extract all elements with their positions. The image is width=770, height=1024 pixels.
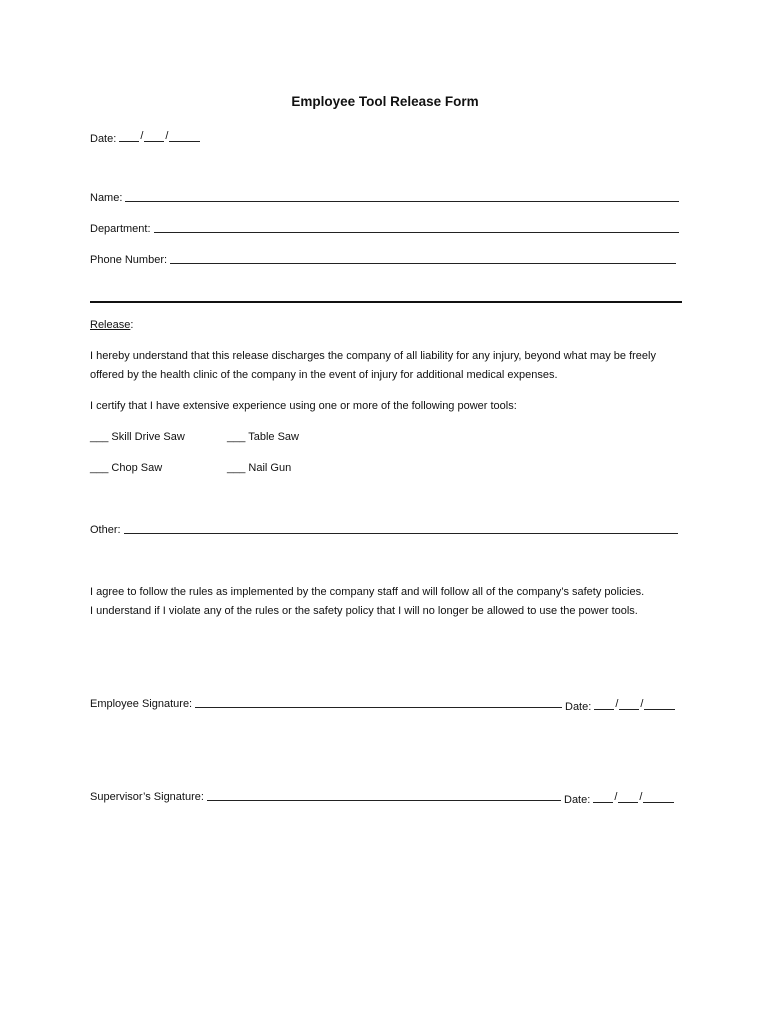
release-heading-colon: :: [130, 319, 134, 331]
employee-signature-line[interactable]: [195, 706, 562, 708]
department-line[interactable]: [154, 231, 679, 233]
date-label: Date:: [564, 794, 591, 806]
phone-field[interactable]: [90, 254, 676, 266]
tool-blank[interactable]: ___: [90, 462, 109, 474]
tool-label: Chop Saw: [111, 462, 163, 474]
agreement-line-2: I understand if I violate any of the rules or the safety policy that I will no longer be allowed to use the power tools.: [90, 605, 638, 617]
date-month-blank[interactable]: [594, 700, 614, 710]
date-separator: /: [639, 791, 643, 803]
date-year-blank[interactable]: [643, 793, 674, 803]
certify-text: I certify that I have extensive experience using one or more of the following power tools:: [90, 400, 517, 412]
release-heading-text: Release: [90, 319, 131, 331]
supervisor-signature-label: Supervisor’s Signature:: [90, 791, 204, 803]
date-year-blank[interactable]: [644, 700, 675, 710]
date-label: Date:: [565, 701, 592, 713]
date-month-blank[interactable]: [593, 793, 613, 803]
release-heading: [90, 319, 133, 331]
department-field[interactable]: [90, 223, 679, 235]
phone-label: Phone Number:: [90, 254, 168, 266]
date-separator: /: [140, 130, 144, 142]
section-divider: [90, 301, 682, 303]
date-separator: /: [165, 130, 169, 142]
agreement-line-1: I agree to follow the rules as implemented by the company staff and will follow all of the company’s safety policies.: [90, 586, 645, 598]
date-label: Date:: [90, 133, 117, 145]
date-year-blank[interactable]: [169, 132, 200, 142]
tool-label: Skill Drive Saw: [111, 431, 185, 443]
date-separator: /: [640, 698, 644, 710]
date-day-blank[interactable]: [619, 700, 639, 710]
date-blanks[interactable]: [593, 791, 674, 803]
name-field[interactable]: [90, 192, 679, 204]
phone-line[interactable]: [170, 262, 676, 264]
tool-blank[interactable]: ___: [90, 431, 109, 443]
name-line[interactable]: [125, 200, 679, 202]
release-paragraph: I hereby understand that this release discharges the company of all liability for any injury, beyond what may be freely offered by the health clinic of the company in the event of injury for additional medical expenses.: [90, 350, 656, 381]
employee-signature-field[interactable]: [90, 698, 562, 710]
tool-option-chop-saw[interactable]: [90, 462, 162, 474]
date-separator: /: [614, 791, 618, 803]
date-day-blank[interactable]: [618, 793, 638, 803]
employee-date-field[interactable]: [565, 698, 675, 713]
name-label: Name:: [90, 192, 123, 204]
tool-option-skill-drive-saw[interactable]: [90, 431, 185, 443]
tool-option-nail-gun[interactable]: [227, 462, 291, 474]
top-date-field[interactable]: [90, 130, 200, 145]
date-month-blank[interactable]: [119, 132, 139, 142]
department-label: Department:: [90, 223, 151, 235]
tool-label: Table Saw: [248, 431, 299, 443]
other-label: Other:: [90, 524, 121, 536]
date-day-blank[interactable]: [144, 132, 164, 142]
tool-blank[interactable]: ___: [227, 431, 246, 443]
tool-label: Nail Gun: [248, 462, 292, 474]
date-blanks[interactable]: [119, 130, 200, 142]
supervisor-date-field[interactable]: [564, 791, 674, 806]
form-title: Employee Tool Release Form: [291, 94, 479, 109]
tool-option-table-saw[interactable]: [227, 431, 299, 443]
other-field[interactable]: [90, 524, 678, 536]
tool-blank[interactable]: ___: [227, 462, 246, 474]
other-line[interactable]: [124, 532, 678, 534]
date-separator: /: [615, 698, 619, 710]
date-blanks[interactable]: [594, 698, 675, 710]
employee-signature-label: Employee Signature:: [90, 698, 193, 710]
supervisor-signature-field[interactable]: [90, 791, 561, 803]
supervisor-signature-line[interactable]: [207, 799, 561, 801]
